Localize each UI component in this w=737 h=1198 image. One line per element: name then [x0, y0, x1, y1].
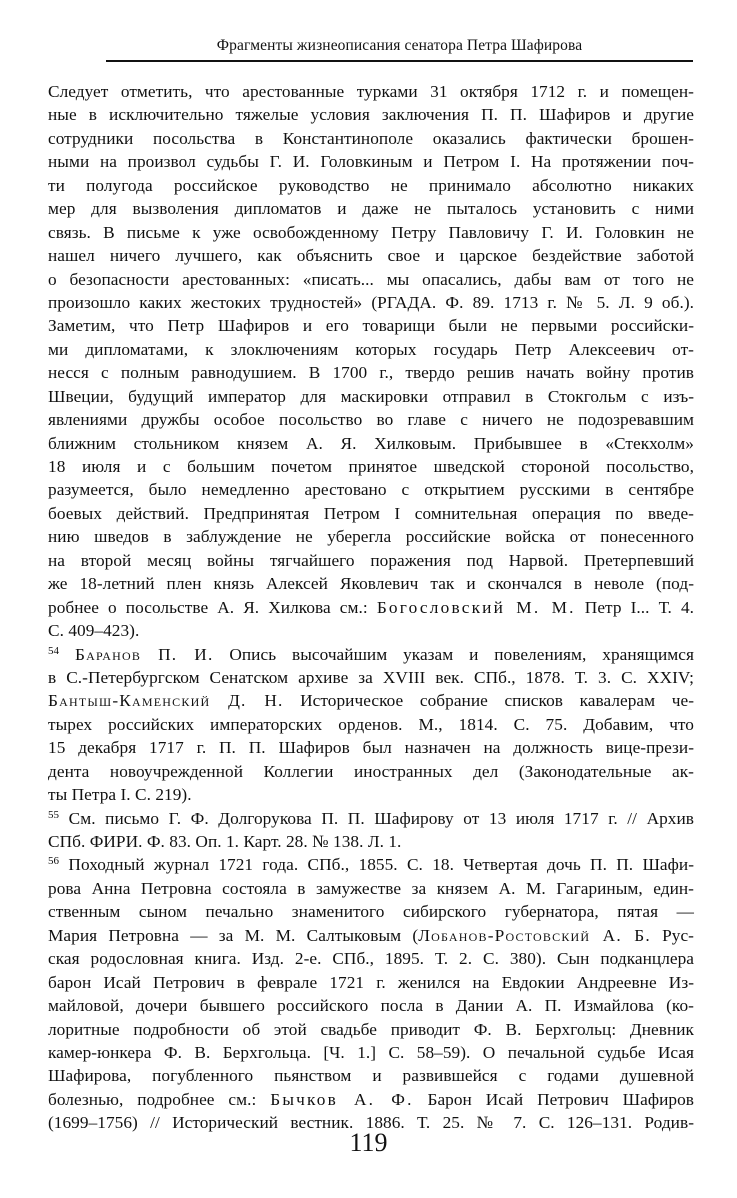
text-line: ближним стольником князем А. Я. Хилковым. Прибывшее в «Стекхолм» — [48, 433, 694, 453]
text-line — [48, 1088, 694, 1111]
running-header: Фрагменты жизнеописания сенатора Петра Шафирова — [216, 37, 583, 54]
text-line — [48, 643, 694, 666]
text-line: разумеется, было немедленно арестовано с открытием русскими в сентябре — [48, 480, 694, 500]
text-run: Историческое собрание списков кавалерам че- — [300, 691, 694, 711]
text-line: на второй месяц войны тягчайшего поражения под Нарвой. Претерпевший — [48, 550, 694, 570]
text-line: ные в исключительно тяжелые условия заключения П. П. Шафиров и другие — [48, 105, 694, 125]
text-line — [48, 924, 694, 947]
text-run: Барон Исай Петрович Шафиров — [427, 1089, 695, 1109]
text-line: о безопасности арестованных: «писать... мы опасались, дабы вам от того не — [48, 269, 694, 289]
text-line: 15 декабря 1717 г. П. П. Шафиров был назначен на должность вице-прези- — [48, 738, 694, 758]
text-line: мер для вызволения дипломатов и даже не пыталось установить с ними — [48, 199, 694, 219]
text-line: ская родословная книга. Изд. 2-е. СПб., 1895. Т. 2. С. 380). Сын подканцлера — [48, 949, 694, 969]
cited-author: Бантыш-Каменский Д. Н. — [48, 691, 284, 711]
footnote-number: 55 — [48, 808, 60, 821]
page-number: 119 — [349, 1128, 388, 1157]
page-text — [48, 80, 694, 1135]
footnote-54 — [48, 643, 694, 807]
text-line: в С.-Петербургском Сенатском архиве за XVIII век. СПб., 1878. Т. 3. С. XXIV; — [48, 667, 694, 687]
text-line: ми дипломатами, к злоключениям которых государь Петр Алексеевич от- — [48, 339, 694, 359]
text-line: сотрудники посольства в Константинополе оказались фактически брошен- — [48, 128, 694, 148]
text-run: Мария Петровна — за М. М. Салтыковым ( — [48, 925, 419, 945]
text-line: ственным сыном печально знаменитого сибирского губернатора, пятая — — [48, 902, 694, 922]
text-line: Швеции, будущий император для маскировки отправил в Стокгольм с изъ- — [48, 386, 694, 406]
text-line: ти полугода российское руководство не принимало абсолютно никаких — [48, 175, 694, 195]
text-run: Рус- — [662, 925, 694, 945]
footnote-number: 56 — [48, 855, 60, 868]
text-run: Опись высочайшим указам и повелениям, хранящимся — [229, 644, 695, 664]
text-line: произошло каких жестоких трудностей» (РГАДА. Ф. 89. 1713 г. № 5. Л. 9 об.). — [48, 292, 694, 312]
text-line: лоритные подробности об этой свадьбе приводит Ф. В. Берхгольц: Дневник — [48, 1019, 694, 1039]
text-line: ты Петра I. С. 219). — [48, 785, 192, 805]
text-line: нашел ничего лучшего, как объяснить свое и царское бездействие заботой — [48, 246, 694, 266]
text-line: 18 июля и с большим почетом принятое шведской стороной посольство, — [48, 457, 694, 476]
text-line: (1699–1756) // Исторический вестник. 1886. Т. 25. № 7. С. 126–131. Родив- — [48, 1113, 694, 1133]
text-line: явлениями дружбы особое посольство во главе с ничего не подозревавшим — [48, 410, 694, 430]
body-paragraph — [48, 80, 694, 643]
text-run: болезнью, подробнее см.: — [48, 1089, 257, 1109]
text-line: С. 409–423). — [48, 621, 140, 641]
footnote-55 — [48, 807, 694, 854]
text-line: барон Исай Петрович в феврале 1721 г. женился на Евдокии Андреевне Из- — [48, 972, 694, 992]
text-line: нию шведов в заблуждение не уберегла российские войска от понесенного — [48, 527, 694, 547]
text-line: Заметим, что Петр Шафиров и его товарищи были не первыми российски- — [48, 316, 694, 336]
text-run: Походный журнал 1721 года. СПб., 1855. С. 18. Четвертая дочь П. П. Шафи- — [68, 855, 694, 875]
cited-author: Лобанов-Ростовский А. Б. — [418, 925, 651, 945]
text-line: несся с полным равнодушием. В 1700 г., твердо решив начать войну против — [48, 363, 694, 383]
text-line: камер-юнкера Ф. В. Берхгольца. [Ч. 1.] С. 58–59). О печальной судьбе Исая — [48, 1042, 694, 1062]
cited-author: Бычков А. Ф. — [270, 1089, 414, 1109]
footnote-56 — [48, 853, 694, 1134]
text-line: Шафирова, погубленного пьянством и развившейся с годами душевной — [48, 1066, 694, 1086]
header-rule — [106, 60, 693, 62]
cited-author: Богословский М. М. — [376, 597, 576, 617]
text-line: Следует отметить, что арестованные турками 31 октября 1712 г. и помещен- — [48, 82, 694, 101]
text-run: Петр I... Т. 4. — [584, 597, 695, 617]
text-line: связь. В письме к уже освобожденному Петру Павловичу Г. И. Головкин не — [48, 222, 694, 242]
text-line — [48, 596, 694, 619]
text-line: же 18-летний плен князь Алексей Яковлевич так и скончался в неволе (под- — [48, 574, 694, 594]
text-line: дента новоучрежденной Коллегии иностранных дел (Законодательные ак- — [48, 761, 694, 781]
text-run: См. письмо Г. Ф. Долгорукова П. П. Шафирову от 13 июля 1717 г. // Архив — [68, 808, 694, 828]
text-line — [48, 853, 694, 876]
text-run: робнее о посольстве А. Я. Хилкова см.: — [48, 597, 368, 617]
text-line: СПб. ФИРИ. Ф. 83. Оп. 1. Карт. 28. № 138. Л. 1. — [48, 832, 402, 851]
text-line: рова Анна Петровна состояла в замужестве за князем А. М. Гагариным, един- — [48, 878, 694, 898]
text-line: майловой, дочери бывшего российского посла в Дании А. П. Измайлова (ко- — [48, 996, 694, 1016]
text-line — [48, 689, 694, 712]
text-line — [48, 807, 694, 830]
text-line: ными на произвол судьбы Г. И. Головкиным и Петром I. На протяжении поч- — [48, 152, 694, 172]
text-line: боевых действий. Предпринятая Петром I сомнительная операция по введе- — [48, 503, 694, 523]
cited-author: Баранов П. И. — [74, 644, 214, 664]
footnote-number: 54 — [48, 644, 60, 657]
text-line: тырех российских императорских орденов. М., 1814. С. 75. Добавим, что — [48, 714, 694, 734]
